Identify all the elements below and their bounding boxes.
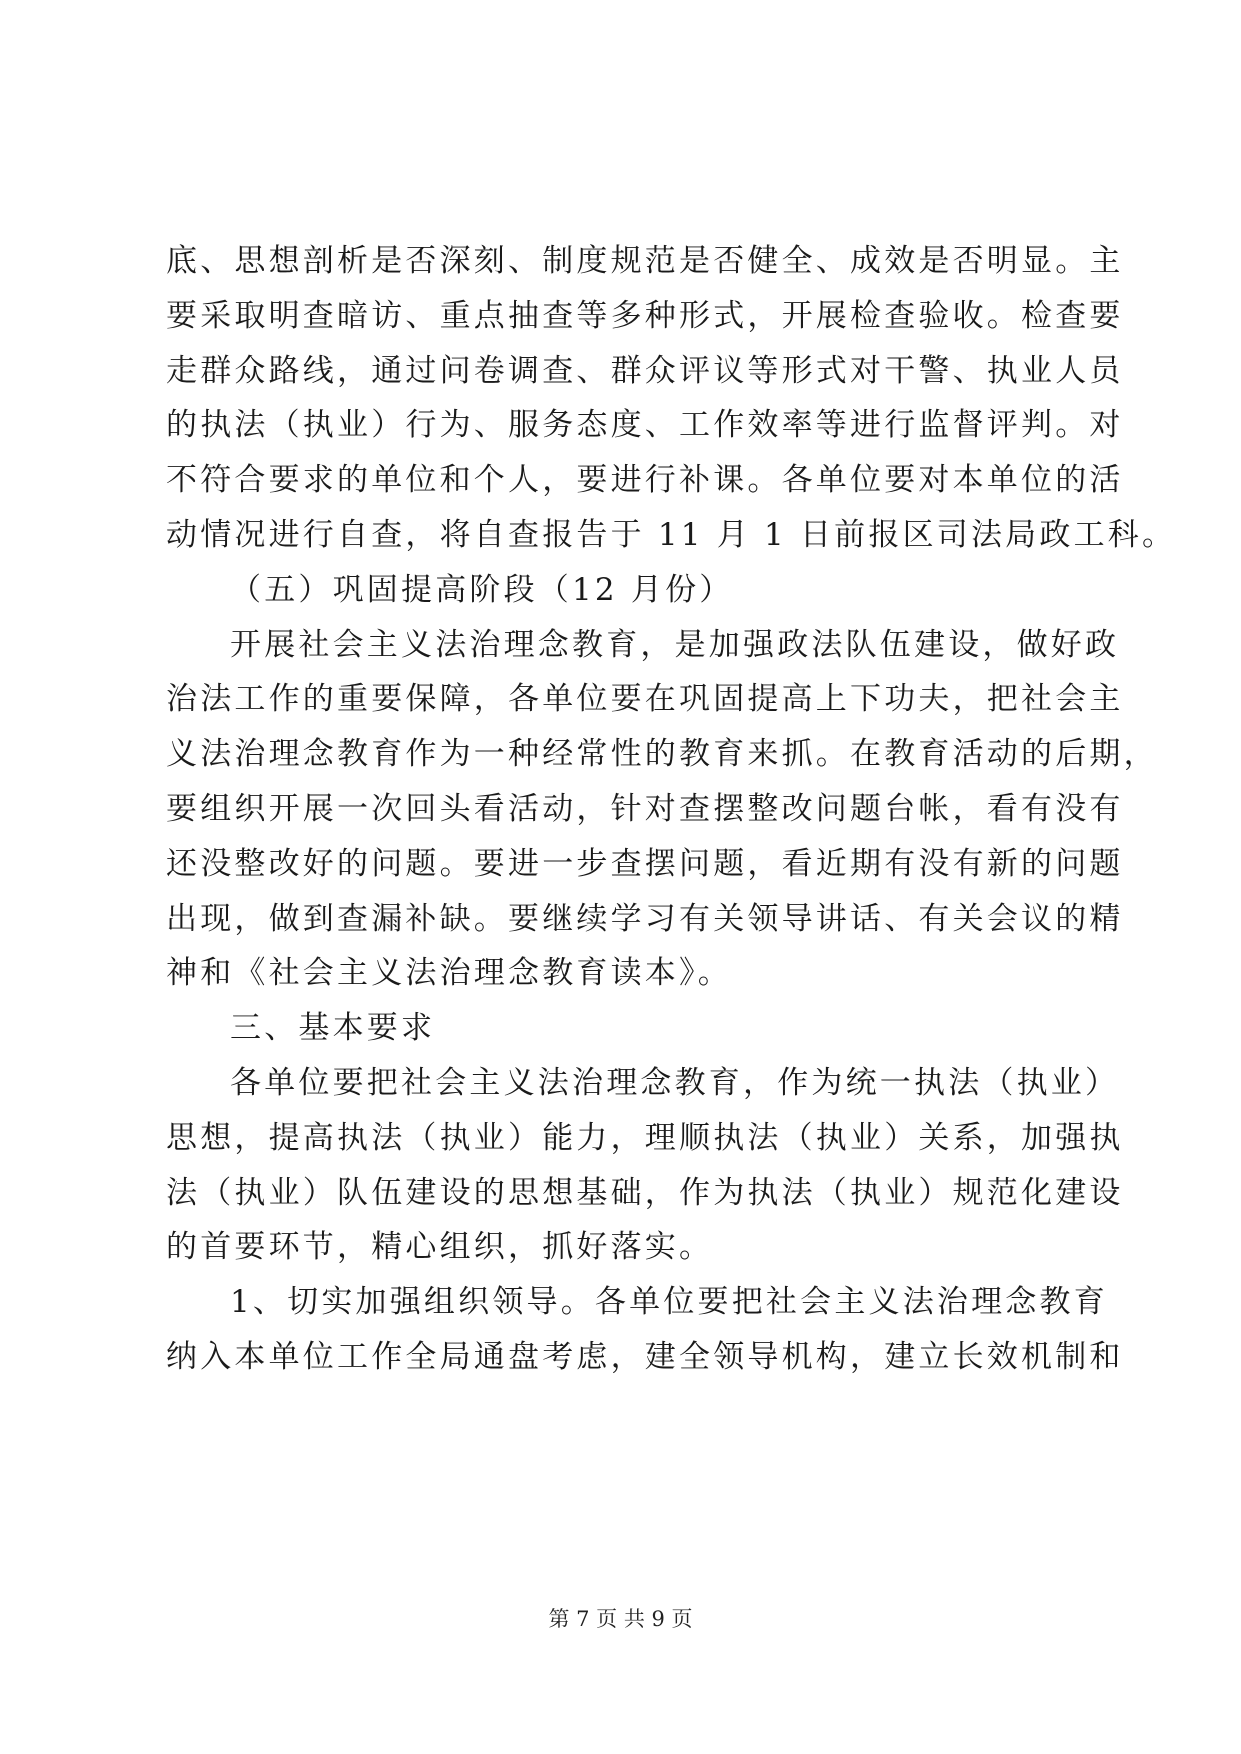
- text-line: 要采取明查暗访、重点抽查等多种形式，开展检查验收。检查要: [166, 297, 1124, 334]
- text-line: 各单位要把社会主义法治理念教育，作为统一执法（执业）: [230, 1064, 1120, 1101]
- text-line: 法（执业）队伍建设的思想基础，作为执法（执业）规范化建设: [166, 1174, 1124, 1211]
- page-footer: 第 7 页 共 9 页: [548, 1607, 693, 1631]
- text-line: 出现，做到查漏补缺。要继续学习有关领导讲话、有关会议的精: [166, 900, 1124, 937]
- text-line: 动情况进行自查，将自查报告于 11 月 1 日前报区司法局政工科。: [166, 516, 1177, 553]
- text-line: 三、基本要求: [230, 1010, 436, 1047]
- text-line: 走群众路线，通过问卷调查、群众评议等形式对干警、执业人员: [166, 352, 1124, 389]
- body-text: [166, 234, 1177, 1385]
- text-line: 底、思想剖析是否深刻、制度规范是否健全、成效是否明显。主: [166, 243, 1124, 279]
- text-line: 要组织开展一次回头看活动，针对查摆整改问题台帐，看有没有: [166, 790, 1124, 827]
- text-line: 的执法（执业）行为、服务态度、工作效率等进行监督评判。对: [166, 407, 1124, 444]
- text-line: 还没整改好的问题。要进一步查摆问题，看近期有没有新的问题: [166, 845, 1124, 882]
- text-line: 不符合要求的单位和个人，要进行补课。各单位要对本单位的活: [166, 462, 1124, 499]
- text-line: 神和《社会主义法治理念教育读本》。: [166, 955, 732, 992]
- text-line: 治法工作的重要保障，各单位要在巩固提高上下功夫，把社会主: [166, 681, 1124, 718]
- text-line: 的首要环节，精心组织，抓好落实。: [166, 1229, 714, 1266]
- text-line: 思想，提高执法（执业）能力，理顺执法（执业）关系，加强执: [166, 1119, 1124, 1156]
- text-line: 1、切实加强组织领导。各单位要把社会主义法治理念教育: [230, 1284, 1108, 1321]
- text-line: 纳入本单位工作全局通盘考虑，建全领导机构，建立长效机制和: [166, 1338, 1124, 1375]
- text-line: （五）巩固提高阶段（12 月份）: [230, 571, 734, 608]
- text-line: 义法治理念教育作为一种经常性的教育来抓。在教育活动的后期，: [166, 736, 1158, 773]
- text-line: 开展社会主义法治理念教育，是加强政法队伍建设，做好政: [230, 626, 1120, 663]
